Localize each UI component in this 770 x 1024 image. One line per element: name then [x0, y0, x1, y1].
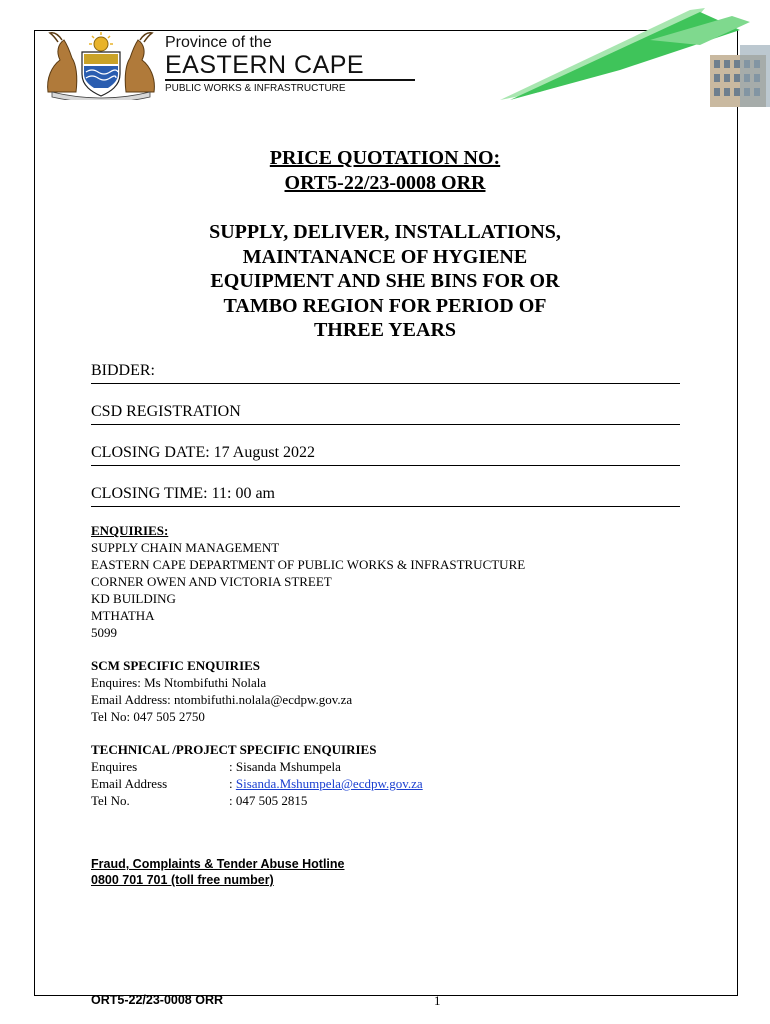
enquiries-line: EASTERN CAPE DEPARTMENT OF PUBLIC WORKS & INFRASTRUCTURE	[91, 557, 526, 572]
technical-heading: TECHNICAL /PROJECT SPECIFIC ENQUIRIES	[91, 742, 377, 757]
logo-line-eastern-cape: EASTERN CAPE	[165, 51, 365, 79]
coat-of-arms-icon	[42, 30, 160, 100]
technical-tel-row	[91, 792, 423, 809]
enquiries-line: MTHATHA	[91, 608, 155, 623]
hotline-title: Fraud, Complaints & Tender Abuse Hotline	[91, 857, 345, 871]
enquiries-line: 5099	[91, 625, 117, 640]
csd-registration-field[interactable]: CSD REGISTRATION	[91, 402, 680, 425]
department-logo	[40, 30, 420, 100]
scm-email: Email Address: ntombifuthi.nolala@ecdpw.gov.za	[91, 692, 353, 707]
footer-reference: ORT5-22/23-0008 ORR	[91, 993, 224, 1007]
enquiries-line: KD BUILDING	[91, 591, 176, 606]
quotation-description	[0, 220, 770, 343]
scm-heading: SCM SPECIFIC ENQUIRIES	[91, 658, 261, 673]
hotline-number: 0800 701 701 (toll free number)	[91, 873, 274, 887]
quotation-title	[0, 146, 770, 196]
scm-contact-name: Enquires: Ms Ntombifuthi Nolala	[91, 675, 267, 690]
description-line: SUPPLY, DELIVER, INSTALLATIONS,	[209, 221, 561, 243]
logo-divider	[165, 79, 415, 81]
logo-line-province: Province of the	[165, 34, 272, 51]
technical-enquires-label: Enquires	[91, 759, 138, 774]
header-banner-graphic	[500, 0, 770, 110]
enquiries-heading: ENQUIRIES:	[91, 523, 169, 538]
quotation-number: ORT5-22/23-0008 ORR	[284, 172, 486, 194]
fraud-hotline	[91, 856, 345, 888]
description-line: TAMBO REGION FOR PERIOD OF	[223, 294, 547, 317]
description-line: EQUIPMENT AND SHE BINS FOR OR	[210, 270, 560, 292]
technical-tel-label: Tel No.	[91, 793, 130, 808]
logo-line-department: PUBLIC WORKS & INFRASTRUCTURE	[165, 83, 346, 94]
page-number: 1	[434, 993, 441, 1008]
technical-email-prefix: :	[229, 776, 236, 791]
scm-tel: Tel No: 047 505 2750	[91, 709, 205, 724]
quotation-title-line1: PRICE QUOTATION NO:	[269, 147, 501, 169]
technical-email-label: Email Address	[91, 776, 168, 791]
technical-tel-value: : 047 505 2815	[229, 793, 308, 808]
enquiries-line: SUPPLY CHAIN MANAGEMENT	[91, 540, 280, 555]
enquiries-section	[91, 522, 525, 641]
description-line: THREE YEARS	[313, 319, 457, 341]
bidder-field[interactable]: BIDDER:	[91, 361, 680, 384]
technical-enquires-value: : Sisanda Mshumpela	[229, 759, 341, 774]
scm-enquiries-section	[91, 657, 352, 725]
technical-enquiries-section	[91, 741, 423, 809]
technical-email-row	[91, 775, 423, 792]
closing-time-field: CLOSING TIME: 11: 00 am	[91, 484, 680, 507]
description-line: MAINTANANCE OF HYGIENE	[242, 245, 528, 268]
closing-date-field: CLOSING DATE: 17 August 2022	[91, 443, 680, 466]
technical-enquires-row	[91, 758, 423, 775]
enquiries-line: CORNER OWEN AND VICTORIA STREET	[91, 574, 332, 589]
technical-email-link[interactable]: Sisanda.Mshumpela@ecdpw.gov.za	[235, 776, 423, 791]
